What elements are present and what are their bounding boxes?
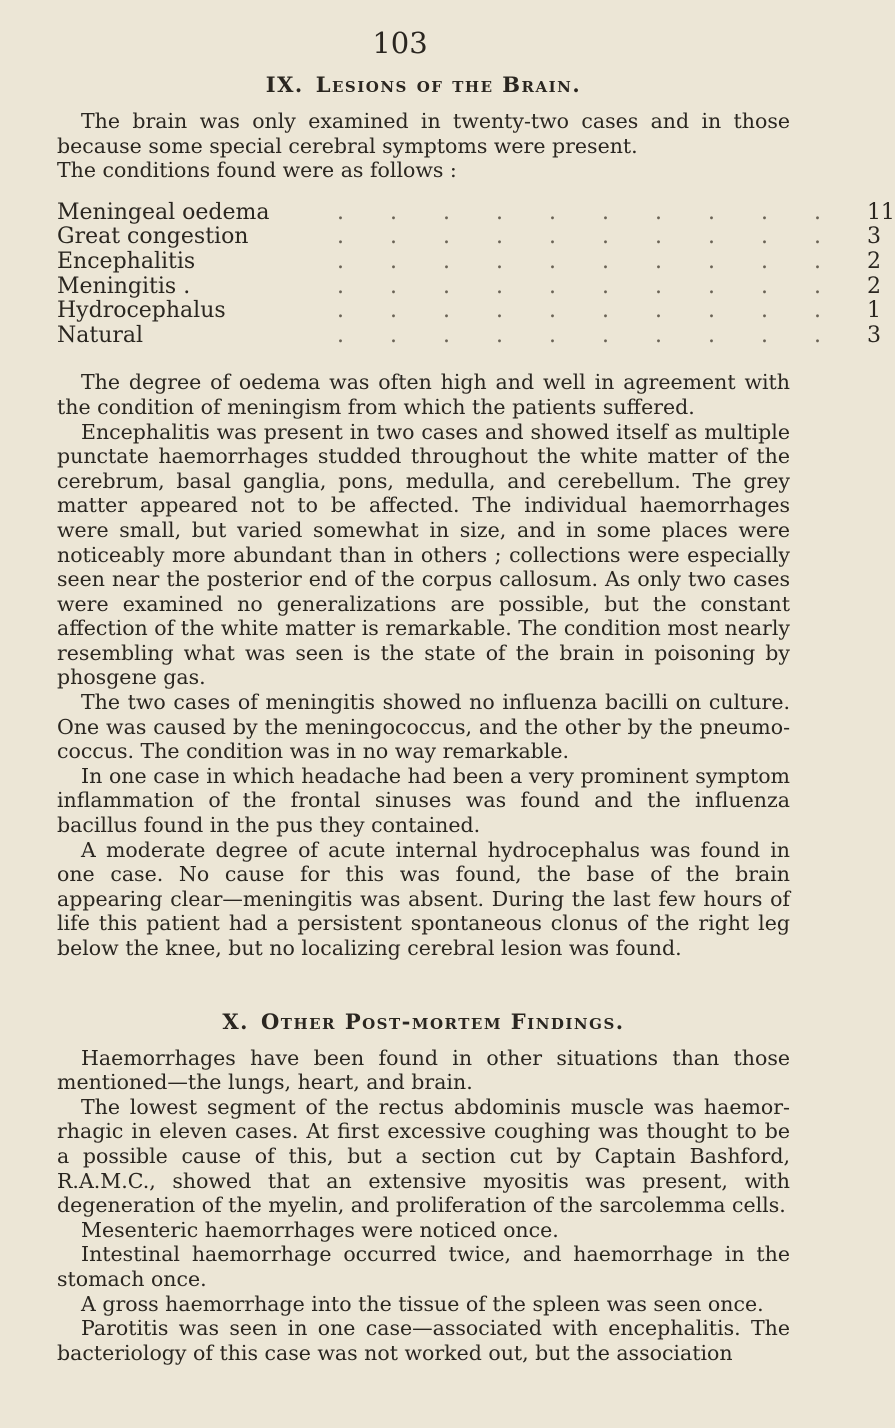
condition-count: 2 [866,273,881,299]
section-heading-other-findings [57,1009,790,1034]
table-row [57,273,881,300]
body-paragraph: Encephalitis was present in two cases and showed itself as multiple punctate haemorrhages studded throughout the white matter of the cerebrum, basal ganglia, pons, medulla, and cerebellum. The grey matter appeared not to be affected. The individual haemorrhages were small, but varied somewhat in size, and in some places were noticeably more abundant than in others ; collections were especially seen near the posterior end of the corpus callosum. As only two cases were examined no generalizations are possible, but the constant affection of the white matter is remarkable. The condition most nearly resembling what was seen is the state of the brain in poisoning by phosgene gas. [57,419,790,690]
condition-label: Hydrocephalus [57,298,226,324]
leader-dots: .......... [337,224,867,250]
condition-label: Encephalitis [57,248,196,274]
body-paragraph: The degree of oedema was often high and well in agreement with the condition of meningism from which the patients suffered. [57,370,790,419]
body-paragraph: A moderate degree of acute internal hydrocephalus was found in one case. No cause for this was found, the base of the brain appearing clear—meningitis was absent. During the last few hours of life this patient had a persistent spontaneous clonus of the right leg below the knee, but no localizing cerebral lesion was found. [57,837,790,960]
body-paragraph: Parotitis was seen in one case—associated with encephalitis. The bacteriology of this case was not worked out, but the association [57,1316,790,1365]
leader-dots: .......... [337,273,867,299]
body-paragraph: In one case in which headache had been a very prominent symptom inflammation of the frontal sinuses was found and the influenza bacillus found in the pus they contained. [57,763,790,838]
lead-paragraph: The conditions found were as follows : [57,158,457,183]
table-row [57,298,881,324]
condition-count: 2 [866,248,881,274]
body-paragraph: Intestinal haemorrhage occurred twice, and haemorrhage in the stomach once. [57,1242,790,1291]
condition-label: Natural [57,322,144,348]
table-row [57,199,895,226]
leader-dots: .......... [337,199,867,225]
condition-count: 11 [866,199,895,225]
body-paragraph: Haemorrhages have been found in other situations than those mentioned—the lungs, heart, and brain. [57,1045,790,1095]
table-row [57,322,881,349]
section-title: Lesions of the Brain. [315,72,582,97]
section-heading-lesions-of-brain [57,72,790,97]
conditions-table [57,199,895,349]
condition-count: 3 [866,322,881,348]
leader-dots: .......... [337,322,867,348]
body-paragraph: The two cases of meningitis showed no influenza bacilli on culture. One was caused by the meningococcus, and the other by the pneumo-coccus. The condition was in no way remarkable. [57,690,790,764]
section-numeral: X. [222,1008,249,1034]
section-numeral: IX. [265,72,304,97]
condition-count: 3 [866,224,881,250]
body-paragraph: Mesenteric haemorrhages were noticed once. [81,1217,559,1242]
section-spacer [57,961,790,1009]
leader-dots: .......... [337,298,867,324]
condition-label: Great congestion [57,224,249,250]
condition-label: Meningeal oedema [57,199,270,225]
page-number: 103 [372,26,428,60]
condition-label: Meningitis . [57,273,191,299]
condition-count: 1 [866,298,881,324]
body-paragraph: The lowest segment of the rectus abdominis muscle was haemor-rhagic in eleven cases. At first excessive coughing was thought to be a possible cause of this, but a section cut by Captain Bashford, R.A.M.C., showed that an extensive myositis was present, with degeneration of the myelin, and proliferation of the sarcolemma cells. [57,1094,790,1218]
leader-dots: .......... [337,248,867,274]
table-row [57,248,881,275]
table-row [57,224,881,250]
body-paragraph: A gross haemorrhage into the tissue of the spleen was seen once. [81,1291,764,1316]
intro-paragraph: The brain was only examined in twenty-two cases and in those because some special cerebral symptoms were present. [57,109,790,158]
section-title: Other Post-mortem Findings. [260,1008,625,1034]
